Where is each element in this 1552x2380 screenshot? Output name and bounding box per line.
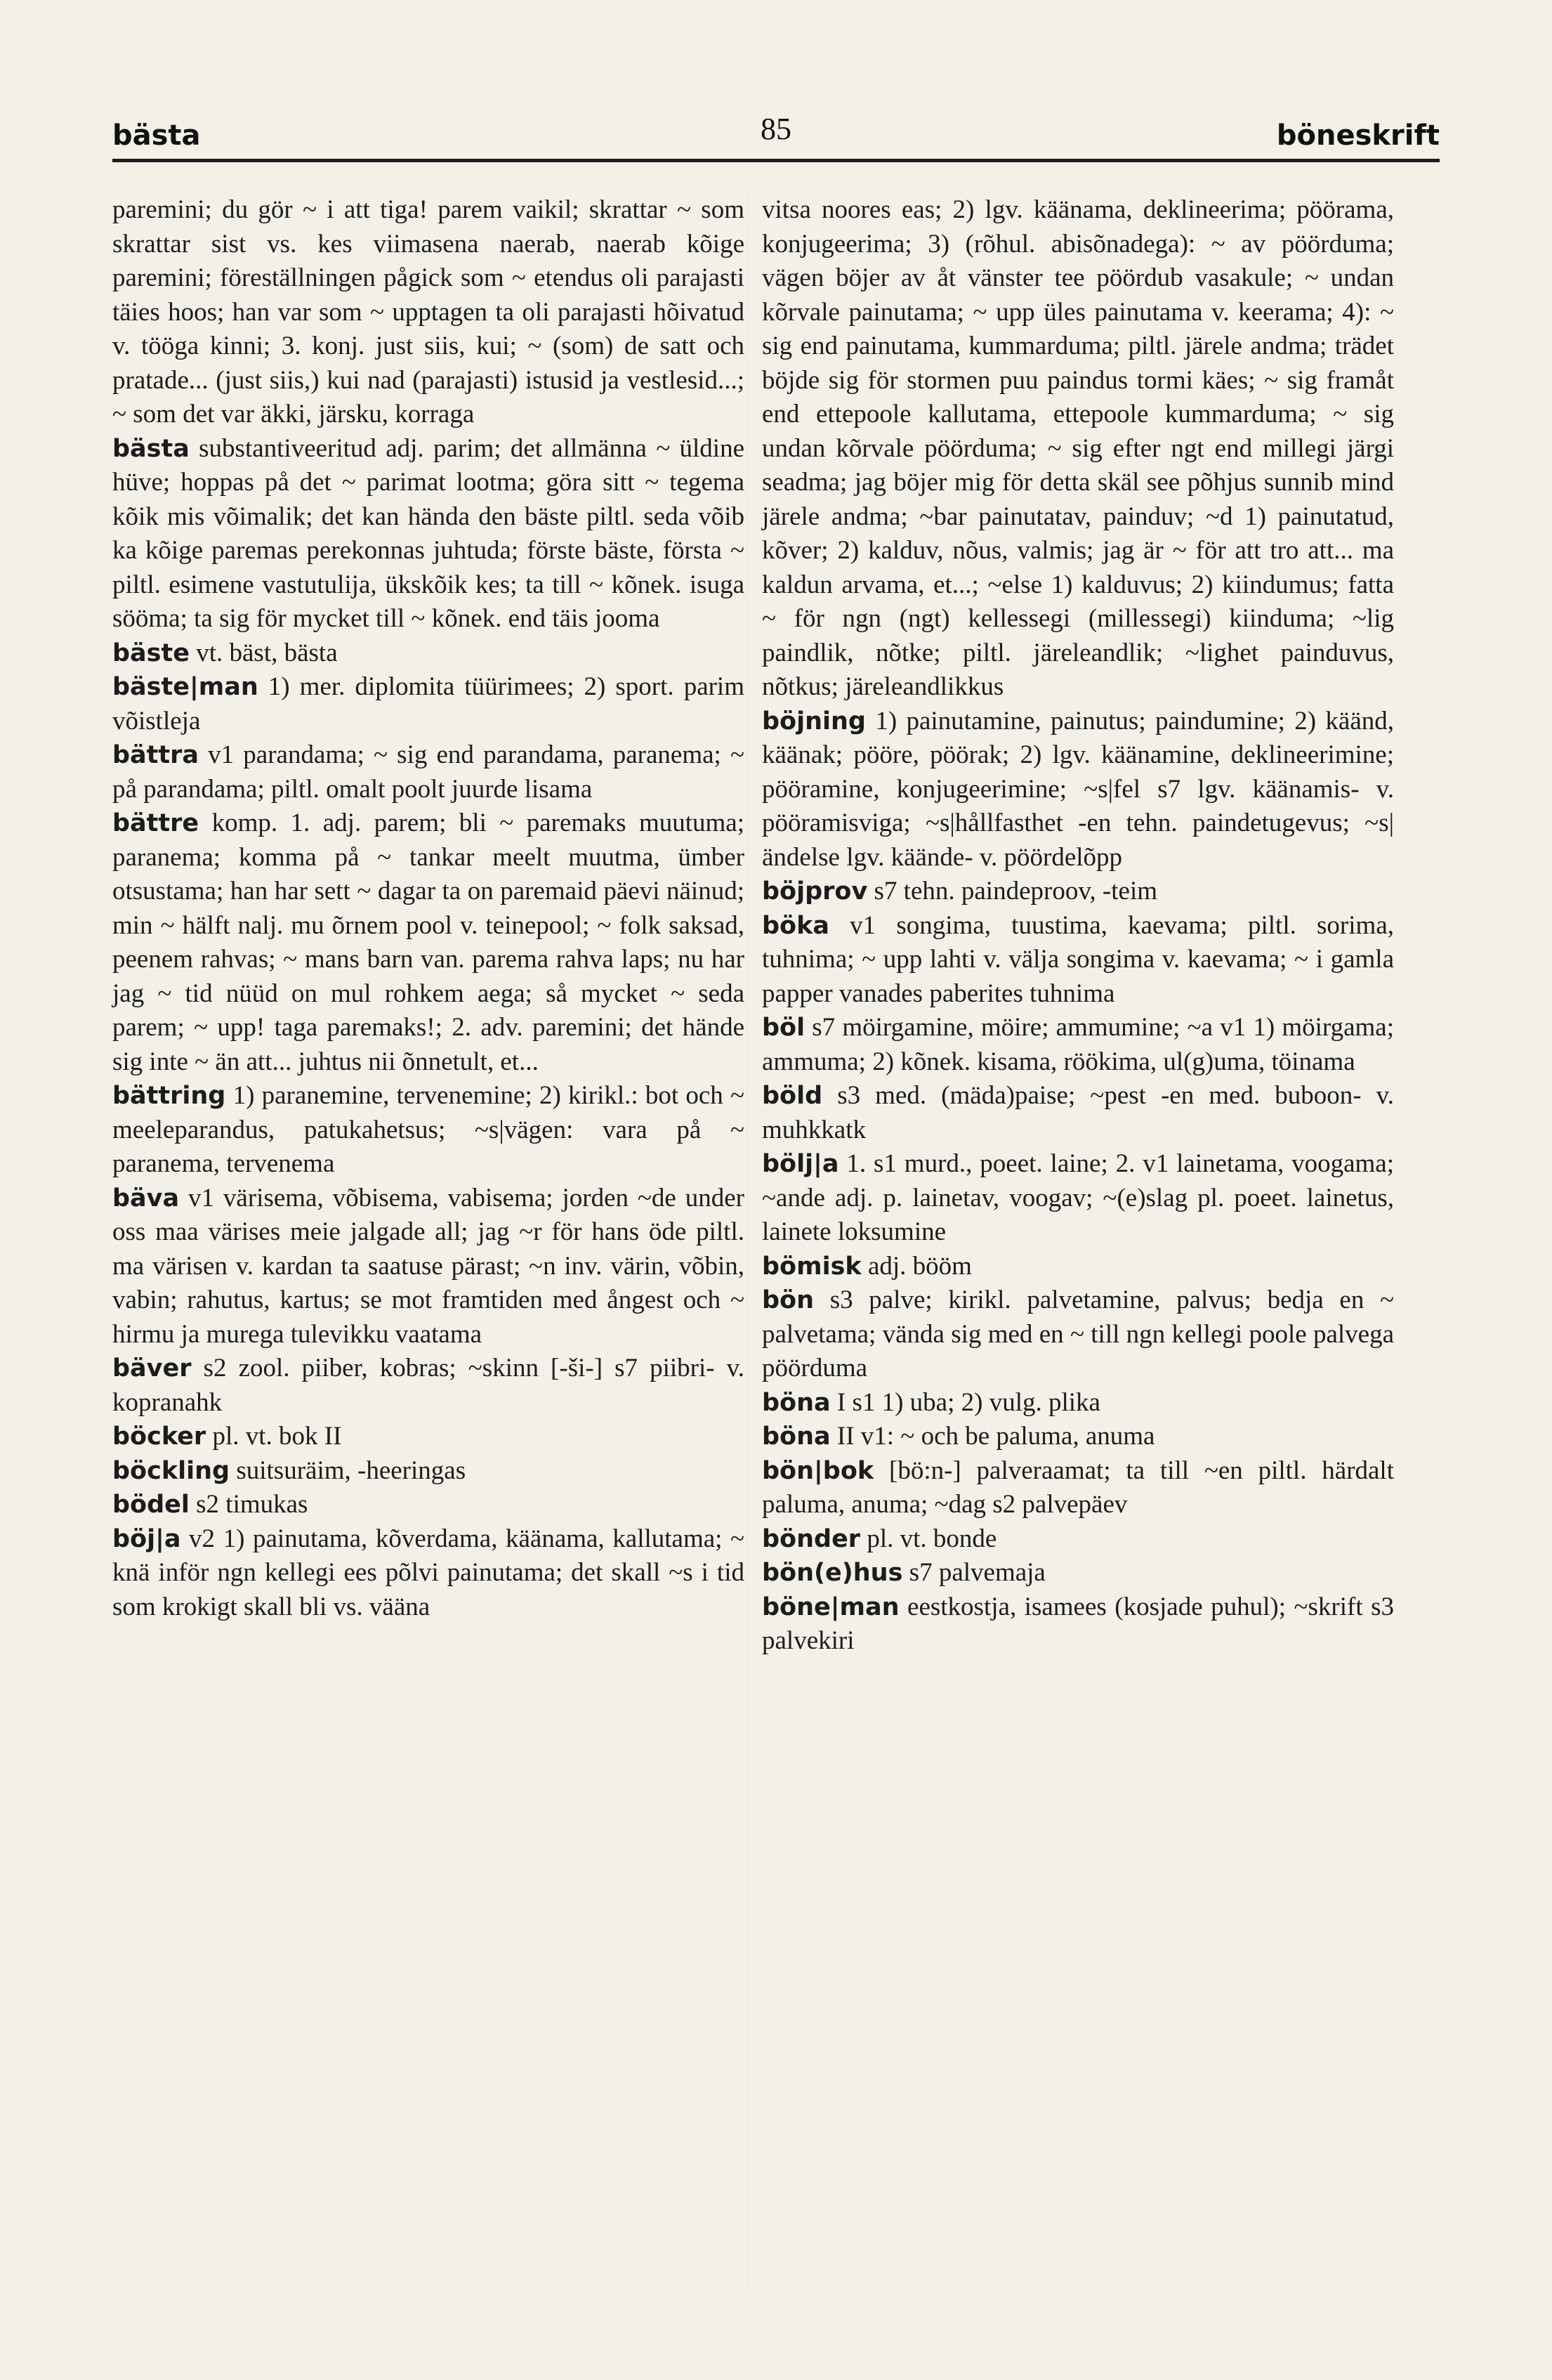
entry-headword: bödel: [112, 1491, 190, 1519]
entry-headword: bölj|a: [762, 1150, 839, 1178]
entry-headword: böna: [762, 1423, 831, 1451]
entry-definition: pl. vt. bok II: [206, 1422, 342, 1451]
entry-definition: II v1: ~ och be paluma, anuma: [830, 1422, 1155, 1451]
entry-headword: bäste|man: [112, 673, 258, 701]
entry-headword: böjning: [762, 707, 866, 735]
dictionary-entry: [112, 806, 744, 1079]
dictionary-entry: [112, 432, 744, 636]
dictionary-entry: [112, 193, 744, 432]
dictionary-entry: [762, 1147, 1394, 1250]
dictionary-entry: [762, 193, 1394, 705]
entry-definition: adj. bööm: [861, 1251, 972, 1281]
dictionary-entry: [112, 1352, 744, 1420]
entry-headword: bönder: [762, 1524, 861, 1553]
dictionary-entry: [762, 875, 1394, 909]
entry-headword: bön(e)hus: [762, 1559, 903, 1587]
entry-definition: pl. vt. bonde: [860, 1524, 997, 1553]
dictionary-entry: [112, 1488, 744, 1522]
entry-headword: böne|man: [762, 1593, 900, 1621]
page-number: 85: [761, 112, 791, 146]
dictionary-entry: [762, 1522, 1394, 1557]
dictionary-entry: [112, 1454, 744, 1489]
entry-definition: I s1 1) uba; 2) vulg. plika: [830, 1387, 1100, 1417]
dictionary-entry: [762, 1079, 1394, 1147]
entry-headword: bäste: [112, 639, 190, 667]
entry-headword: bön: [762, 1286, 815, 1314]
dictionary-entry: [112, 1522, 744, 1625]
page-header: [112, 105, 1440, 162]
entry-definition: v2 1) painutama, kõverdama, käänama, kallutama; ~ knä inför ngn kellegi ees põlvi painutama; det skall ~s i tid som krokigt skall bli vs. vääna: [112, 1524, 744, 1621]
dictionary-entry: [762, 1386, 1394, 1420]
entry-definition: suitsuräim, -heeringas: [230, 1456, 466, 1485]
dictionary-entry: [112, 636, 744, 671]
entry-headword: böcker: [112, 1423, 206, 1451]
entry-headword: böld: [762, 1082, 823, 1110]
entry-definition: 1) mer. diplomita tüürimees; 2) sport. parim võistleja: [112, 672, 744, 735]
entry-headword: bättring: [112, 1082, 226, 1110]
entry-definition: eestkostja, isamees (kosjade puhul); ~skrift s3 palvekiri: [762, 1592, 1394, 1655]
left-column: [112, 193, 744, 1624]
entry-definition: s7 tehn. paindeproov, -teim: [867, 877, 1158, 905]
entry-definition: [bö:n-] palveraamat; ta till ~en piltl. härdalt paluma, anuma; ~dag s2 palvepäev: [762, 1456, 1394, 1519]
header-rule: [112, 159, 1440, 162]
dictionary-entry: [112, 670, 744, 738]
dictionary-entry: [762, 1420, 1394, 1454]
dictionary-entry: [112, 738, 744, 806]
dictionary-entry: [762, 1590, 1394, 1659]
dictionary-entry: [112, 1182, 744, 1352]
entry-definition: s2 timukas: [189, 1490, 308, 1519]
entry-definition: v1 värisema, võbisema, vabisema; jorden ~de under oss maa värises meie jalgade all; jag ~r för hans öde piltl. ma värisen v. kardan ta saatuse pärast; ~n inv. värin, võbin, vabin; rahutus, kartus; se mot framtiden med ångest och ~ hirmu ja murega tulevikku vaatama: [112, 1183, 744, 1349]
entry-headword: bön|bok: [762, 1456, 874, 1485]
entry-definition: substantiveeritud adj. parim; det allmänna ~ üldine hüve; hoppas på det ~ parimat lootma; göra sitt ~ tegema kõik mis võimalik; det kan hända den bäste piltl. seda võib ka kõige paremas perekonnas juhtuda; förste bäste, första ~ piltl. esimene vastutulija, ükskõik kes; ta till ~ kõnek. isuga sööma; ta sig för mycket till ~ kõnek. end täis jooma: [112, 433, 744, 633]
entry-definition: s3 med. (mäda)paise; ~pest -en med. buboon- v. muhkkatk: [762, 1081, 1394, 1144]
entry-definition: s7 möirgamine, möire; ammumine; ~a v1 1) möirgama; ammuma; 2) kõnek. kisama, röökima, ul(g)uma, töinama: [762, 1013, 1394, 1076]
dictionary-entry: [762, 1011, 1394, 1079]
entry-definition: 1) paranemine, tervenemine; 2) kirikl.: bot och ~ meeleparandus, patukahetsus; ~s|vägen: vara på ~ paranema, tervenema: [112, 1081, 744, 1178]
entry-definition: v1 parandama; ~ sig end parandama, paranema; ~ på parandama; piltl. omalt poolt juurde lisama: [112, 740, 744, 804]
left-guide-word: bästa: [112, 119, 201, 152]
dictionary-entry: [762, 1250, 1394, 1284]
dictionary-entry: [762, 1454, 1394, 1522]
entry-headword: bömisk: [762, 1252, 862, 1281]
entry-definition: v1 songima, tuustima, kaevama; piltl. sorima, tuhnima; ~ upp lahti v. välja songima v. kaevama; ~ i gamla papper vanades paberites tuhnima: [762, 910, 1394, 1008]
dictionary-entry: [762, 1283, 1394, 1386]
right-column: [762, 193, 1394, 1659]
dictionary-entry: [762, 1556, 1394, 1590]
entry-headword: bästa: [112, 434, 190, 463]
right-guide-word: böneskrift: [1276, 119, 1440, 152]
entry-headword: böckling: [112, 1456, 230, 1485]
entry-headword: bättra: [112, 741, 199, 769]
entry-headword: böna: [762, 1388, 831, 1417]
entry-headword: böl: [762, 1014, 805, 1042]
entry-headword: böka: [762, 911, 829, 940]
entry-definition: s3 palve; kirikl. palvetamine, palvus; bedja en ~ palvetama; vända sig med en ~ till ngn kellegi poole palvega pöörduma: [762, 1286, 1394, 1382]
entry-headword: bäver: [112, 1354, 192, 1382]
entry-definition: vt. bäst, bästa: [189, 638, 338, 667]
entry-definition: s2 zool. piiber, kobras; ~skinn [-ši-] s7 piibri- v. kopranahk: [112, 1354, 744, 1417]
entry-definition: s7 palvemaja: [902, 1558, 1046, 1587]
entry-definition: paremini; du gör ~ i att tiga! parem vaikil; skrattar ~ som skrattar sist vs. kes viimasena naerab, naerab kõige paremini; föreställningen pågick som ~ etendus oli parajasti täies hoos; han var som ~ upptagen ta oli parajasti hõivatud v. tööga kinni; 3. konj. just siis, kui; ~ (som) de satt och pratade... (just siis,) kui nad (parajasti) istusid ja vestlesid...; ~ som det var äkki, järsku, korraga: [112, 195, 744, 429]
entry-headword: böj|a: [112, 1524, 181, 1553]
entry-definition: 1) painutamine, painutus; paindumine; 2) käänd, käänak; pööre, pöörak; 2) lgv. käänamine, deklineerimine; pööramine, konjugeerimine; ~s|fel s7 lgv. käänamis- v. pööramisviga; ~s|hållfasthet -en tehn. paindetugevus; ~s|ändelse lgv. käände- v. pöördelõpp: [762, 706, 1394, 872]
entry-definition: komp. 1. adj. parem; bli ~ paremaks muutuma; paranema; komma på ~ tankar meelt muutma, ümber otsustama; han har sett ~ dagar ta on paremaid päevi näinud; min ~ hälft nalj. mu õrnem pool v. teinepool; ~ folk saksad, peenem rahvas; ~ mans barn van. parema rahva laps; nu har jag ~ tid nüüd on mul rohkem aega; så mycket ~ seda parem; ~ upp! taga paremaks!; 2. adv. paremini; det hände sig inte ~ än att... juhtus nii õnnetult, et...: [112, 809, 744, 1076]
entry-definition: vitsa noores eas; 2) lgv. käänama, deklineerima; pöörama, konjugeerima; 3) (rõhul. abisõnadega): ~ av pöörduma; vägen böjer av åt vänster tee pöördub vasakule; ~ undan kõrvale painutama; ~ upp üles painutama v. keerama; 4): ~ sig end painutama, kummarduma; piltl. järele andma; trädet böjde sig för stormen puu paindus tormi käes; ~ sig framåt end ettepoole kallutama, ettepoole kummarduma; ~ sig undan kõrvale pöörduma; ~ sig efter ngt end millegi järgi seadma; jag böjer mig för detta skäl see põhjus sunnib mind järele andma; ~bar painutatav, painduv; ~d 1) painutatud, kõver; 2) kalduv, nõus, valmis; jag är ~ för att tro att... ma kaldun arvama, et...; ~else 1) kalduvus; 2) kiindumus; fatta ~ för ngn (ngt) kellessegi (millessegi) kiinduma; ~lig paindlik, nõtke; piltl. järeleandlik; ~lighet painduvus, nõtkus; järeleandlikkus: [762, 195, 1394, 701]
dictionary-entry: [112, 1079, 744, 1182]
dictionary-entry: [762, 909, 1394, 1012]
entry-definition: 1. s1 murd., poeet. laine; 2. v1 lainetama, voogama; ~ande adj. p. lainetav, voogav; ~(e)slag pl. poeet. lainetus, lainete loksumine: [762, 1149, 1394, 1246]
entry-headword: böjprov: [762, 877, 868, 905]
entry-headword: bäva: [112, 1184, 180, 1212]
dictionary-entry: [762, 705, 1394, 875]
dictionary-entry: [112, 1420, 744, 1454]
entry-headword: bättre: [112, 809, 199, 837]
